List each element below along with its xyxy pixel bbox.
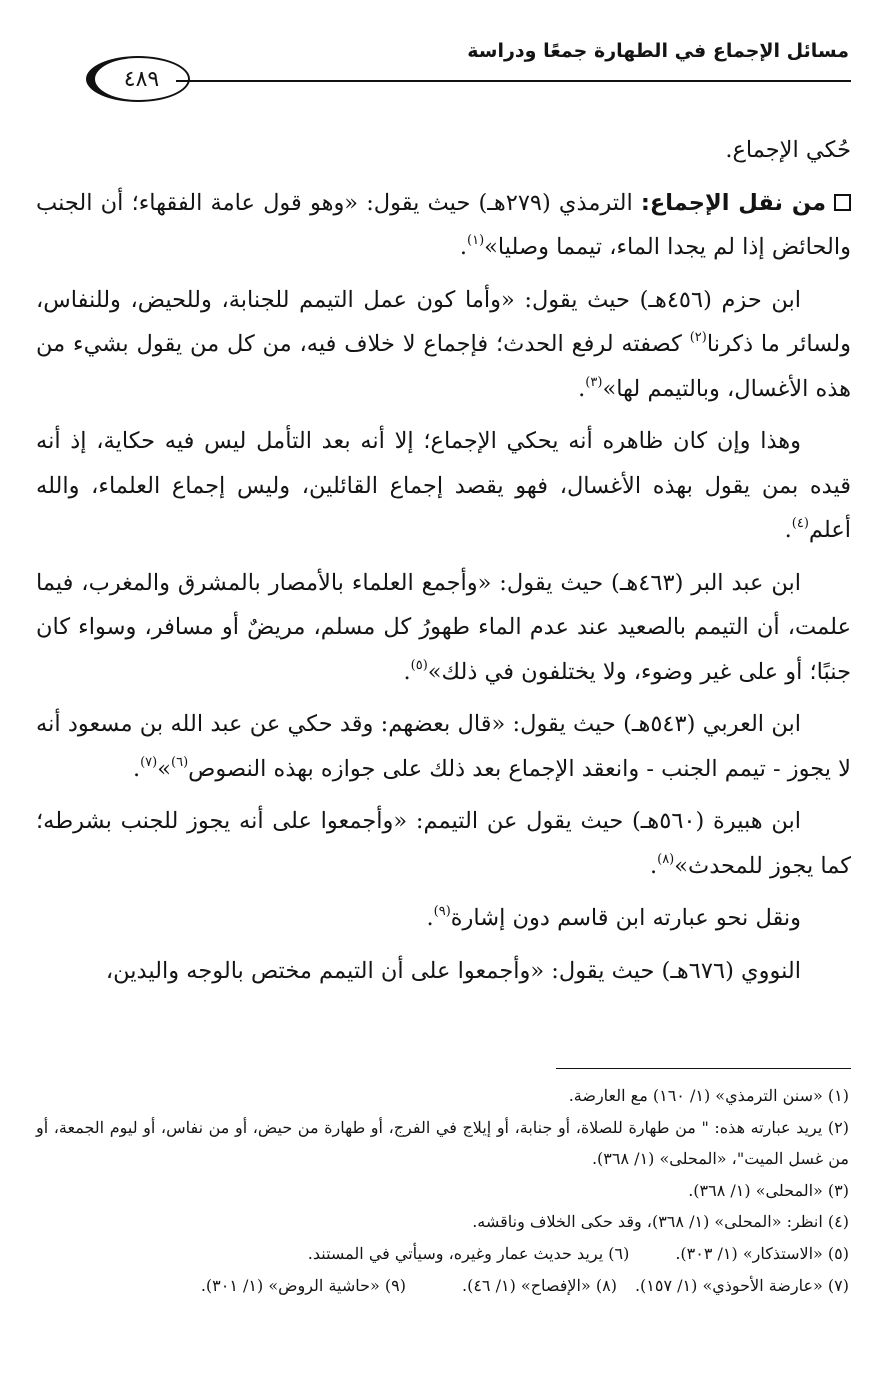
paragraph-4 [36, 419, 851, 553]
paragraph-6-text: ابن العربي (٥٤٣هـ) حيث يقول: «قال بعضهم: وقد حكي عن عبد الله بن مسعود أنه لا يجوز - تيمم الجنب - وانعقد الإجماع بعد ذلك على جوازه بهذه النصوص [36, 711, 851, 782]
footnote-ref-4[interactable]: (٤) [791, 516, 809, 531]
paragraph-6 [36, 702, 851, 791]
square-bullet-icon [834, 194, 851, 211]
running-title: مسائل الإجماع في الطهارة جمعًا ودراسة [467, 40, 849, 62]
paragraph-6-end: . [132, 755, 141, 782]
paragraph-8-text: ونقل نحو عبارته ابن قاسم دون إشارة [450, 905, 801, 931]
footnote-8: (٨) «الإفصاح» (١/ ٤٦). [461, 1275, 617, 1295]
footnote-ref-8[interactable]: (٨) [657, 851, 675, 867]
footnote-ref-5[interactable]: (٥) [410, 657, 428, 673]
page-number-text: ٤٨٩ [123, 66, 160, 92]
main-text [36, 128, 851, 1001]
paragraph-5 [36, 561, 851, 695]
footnote-row-7-9 [36, 1270, 849, 1302]
paragraph-4-end: . [784, 517, 792, 543]
paragraph-5-end: . [403, 658, 411, 685]
footnote-2: (٢) يريد عبارته هذه: " من طهارة للصلاة، أو جنابة، أو إيلاج في الفرج، أو طهارة من حيض، أو من نفاس، أو ليوم الجمعة، أو من غسل الميت"، «المحلى» (١/ ٣٦٨). [36, 1117, 849, 1169]
footnote-4: (٤) انظر: «المحلى» (١/ ٣٦٨)، وقد حكى الخلاف وناقشه. [472, 1212, 849, 1232]
footnote-ref-2[interactable]: (٢) [689, 330, 707, 345]
paragraph-6-quote-close: » [157, 755, 172, 782]
footnote-6: (٦) يريد حديث عمار وغيره، وسيأتي في المستند. [307, 1243, 630, 1263]
header-rule [176, 80, 851, 82]
footnote-9: (٩) «حاشية الروض» (١/ ٣٠١). [200, 1275, 406, 1295]
footnote-7: (٧) «عارضة الأحوذي» (١/ ١٥٧). [634, 1275, 849, 1295]
paragraph-2-end: . [459, 234, 467, 260]
paragraph-3-text-a: ابن حزم (٤٥٦هـ) حيث يقول: «وأما كون عمل التيمم للجنابة، وللحيض، وللنفاس، ولسائر ما ذكرنا [36, 286, 851, 357]
footnote-separator [556, 1068, 851, 1069]
footnote-ref-3[interactable]: (٣) [585, 374, 603, 390]
footnote-ref-1[interactable]: (١) [467, 233, 485, 248]
paragraph-9-text: النووي (٦٧٦هـ) حيث يقول: «وأجمعوا على أن التيمم مختص بالوجه واليدين، [105, 957, 801, 984]
paragraph-1 [36, 128, 851, 173]
footnote-row-5-6 [36, 1238, 849, 1270]
footnotes [36, 1080, 849, 1301]
paragraph-7-end: . [649, 852, 658, 879]
section-label: من نقل الإجماع: [640, 189, 826, 216]
paragraph-2 [36, 181, 851, 270]
footnote-ref-9[interactable]: (٩) [433, 904, 451, 919]
paragraph-7-text: ابن هبيرة (٥٦٠هـ) حيث يقول عن التيمم: «وأجمعوا على أنه يجوز للجنب بشرطه؛ كما يجوز للمحدث» [36, 808, 851, 879]
paragraph-4-text: وهذا وإن كان ظاهره أنه يحكي الإجماع؛ إلا أنه بعد التأمل ليس فيه حكاية، إذ أنه قيده بمن يقول بهذه الأغسال، فهو يقصد إجماع القائلين، وليس إجماع العلماء، والله أعلم [36, 428, 851, 543]
paragraph-8-end: . [426, 905, 434, 931]
footnote-ref-7[interactable]: (٧) [140, 754, 158, 770]
footnote-5: (٥) «الاستذكار» (١/ ٣٠٣). [675, 1243, 849, 1263]
footnote-3: (٣) «المحلى» (١/ ٣٦٨). [688, 1180, 849, 1200]
paragraph-7 [36, 799, 851, 888]
footnote-1: (١) «سنن الترمذي» (١/ ١٦٠) مع العارضة. [568, 1086, 849, 1105]
paragraph-3-end: . [578, 375, 586, 402]
paragraph-5-text: ابن عبد البر (٤٦٣هـ) حيث يقول: «وأجمع العلماء بالأمصار بالمشرق والمغرب، فيما علمت، أن التيمم بالصعيد عند عدم الماء طهورُ كل مسلم، مريضٌ أو مسافر، وسواء كان جنبًا؛ أو على غير وضوء، ولا يختلفون في ذلك» [36, 569, 851, 685]
footnote-ref-6[interactable]: (٦) [171, 754, 189, 770]
paragraph-1-text: حُكي الإجماع. [725, 137, 851, 163]
paragraph-9 [36, 949, 851, 994]
paragraph-2-text: الترمذي (٢٧٩هـ) حيث يقول: «وهو قول عامة الفقهاء؛ أن الجنب والحائض إذا لم يجدا الماء، تيمما وصليا» [36, 189, 851, 260]
paragraph-8 [36, 896, 851, 941]
paragraph-3-text-b: كصفته لرفع الحدث؛ فإجماع لا خلاف فيه، من كل من يقول بشيء من هذه الأغسال، وبالتيمم لها» [36, 331, 851, 402]
page-number [86, 56, 190, 102]
paragraph-3 [36, 278, 851, 412]
